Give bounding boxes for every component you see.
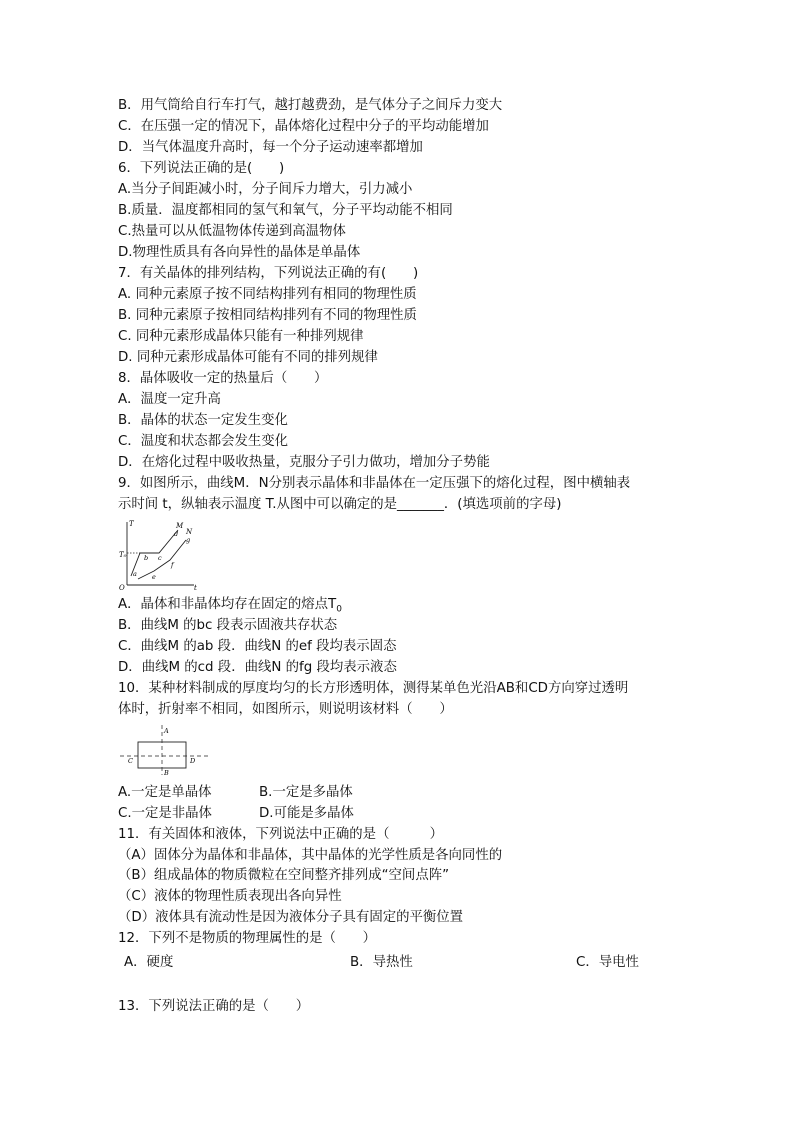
- fig9-label-t: t: [194, 584, 197, 592]
- q9-option-a-subscript: 0: [336, 604, 342, 615]
- fig9-label-f: f: [171, 561, 174, 569]
- q9-option-b: B．曲线M 的bc 段表示固液共存状态: [118, 618, 338, 633]
- q11-option-a: （A）固体分为晶体和非晶体，其中晶体的光学性质是各向同性的: [118, 848, 503, 863]
- fig9-label-g: g: [186, 536, 191, 544]
- q5-option-d: D．当气体温度升高时，每一个分子运动速率都增加: [118, 140, 423, 155]
- q8-option-a: A．温度一定升高: [118, 392, 221, 407]
- q9-option-d: D．曲线M 的cd 段．曲线N 的fg 段均表示液态: [118, 660, 397, 675]
- q9-stem-line1: 9．如图所示，曲线M．N分别表示晶体和非晶体在一定压强下的熔化过程，图中横轴表: [118, 476, 631, 491]
- q7-option-a: A. 同种元素原子按不同结构排列有相同的物理性质: [118, 287, 417, 302]
- fig10-label-B: B: [164, 769, 169, 777]
- q7-stem: 7．有关晶体的排列结构，下列说法正确的有( ): [118, 266, 419, 281]
- q12-stem: 12．下列不是物质的物理属性的是（ ）: [118, 931, 377, 946]
- fig10-label-A: A: [164, 727, 169, 735]
- q12-option-c: C．导电性: [576, 955, 639, 970]
- q10-options-row1: [118, 783, 698, 803]
- fig9-label-d: d: [174, 530, 179, 538]
- fig10-label-C: C: [128, 757, 133, 765]
- q10-option-d: D.可能是多晶体: [259, 806, 354, 821]
- q8-stem: 8．晶体吸收一定的热量后（ ）: [118, 371, 328, 386]
- q11-option-b: （B）组成晶体的物质微粒在空间整齐排列成“空间点阵”: [118, 868, 450, 883]
- q7-option-c: C. 同种元素形成晶体只能有一种排列规律: [118, 329, 364, 344]
- q12-option-b: B．导热性: [350, 955, 413, 970]
- q10-option-a: A.一定是单晶体: [118, 785, 212, 800]
- q11-stem: 11．有关固体和液体，下列说法中正确的是（ ）: [118, 827, 444, 842]
- q6-option-d: D.物理性质具有各向异性的晶体是单晶体: [118, 245, 361, 260]
- fig9-label-O: O: [119, 584, 125, 592]
- q6-stem: 6．下列说法正确的是( ): [118, 161, 285, 176]
- q7-option-d: D. 同种元素形成晶体可能有不同的排列规律: [118, 350, 378, 365]
- q8-option-c: C．温度和状态都会发生变化: [118, 434, 289, 449]
- q10-stem-line1: 10．某种材料制成的厚度均匀的长方形透明体，测得某单色光沿AB和CD方向穿过透明: [118, 681, 629, 696]
- q8-option-d: D．在熔化过程中吸收热量，克服分子引力做功，增加分子势能: [118, 455, 490, 470]
- fig9-label-c: c: [158, 554, 162, 562]
- q10-option-c: C.一定是非晶体: [118, 806, 212, 821]
- q6-option-a: A.当分子间距减小时，分子间斥力增大，引力减小: [118, 182, 413, 197]
- fig9-label-a: a: [133, 570, 137, 578]
- fig9-label-e: e: [152, 573, 156, 581]
- q9-stem-line2: 示时间 t，纵轴表示温度 T.从图中可以确定的是_______．(填选项前的字母): [118, 497, 562, 512]
- q13-stem: 13．下列说法正确的是（ ）: [118, 999, 310, 1014]
- q7-option-b: B. 同种元素原子按相同结构排列有不同的物理性质: [118, 308, 417, 323]
- fig9-label-T: T: [129, 520, 134, 528]
- q11-option-d: （D）液体具有流动性是因为液体分子具有固定的平衡位置: [118, 910, 464, 925]
- q6-option-c: C.热量可以从低温物体传递到高温物体: [118, 224, 346, 239]
- crystal-block-figure: [118, 723, 210, 777]
- q6-option-b: B.质量．温度都相同的氢气和氧气，分子平均动能不相同: [118, 203, 453, 218]
- q11-option-c: （C）液体的物理性质表现出各向异性: [118, 889, 342, 904]
- q9-option-c: C．曲线M 的ab 段．曲线N 的ef 段均表示固态: [118, 639, 397, 654]
- q8-option-b: B．晶体的状态一定发生变化: [118, 413, 288, 428]
- q9-option-a-text: A．晶体和非晶体均存在固定的熔点T: [118, 597, 337, 612]
- q5-option-c: C．在压强一定的情况下，晶体熔化过程中分子的平均动能增加: [118, 119, 489, 134]
- q12-options-row: [124, 953, 704, 973]
- fig9-label-N: N: [186, 528, 193, 536]
- fig9-label-T0: T₀: [119, 551, 127, 559]
- q10-stem-line2: 体时，折射率不相同，如图所示，则说明该材料（ ）: [118, 702, 453, 717]
- melting-curve-figure: [118, 516, 200, 592]
- fig9-label-b: b: [144, 554, 149, 562]
- q10-options-row2: [118, 804, 698, 824]
- fig10-label-D: D: [190, 757, 196, 765]
- fig9-label-M: M: [176, 522, 184, 530]
- q10-option-b: B.一定是多晶体: [259, 785, 353, 800]
- q5-option-b: B．用气筒给自行车打气，越打越费劲，是气体分子之间斥力变大: [118, 98, 503, 113]
- q12-option-a: A．硬度: [124, 955, 174, 970]
